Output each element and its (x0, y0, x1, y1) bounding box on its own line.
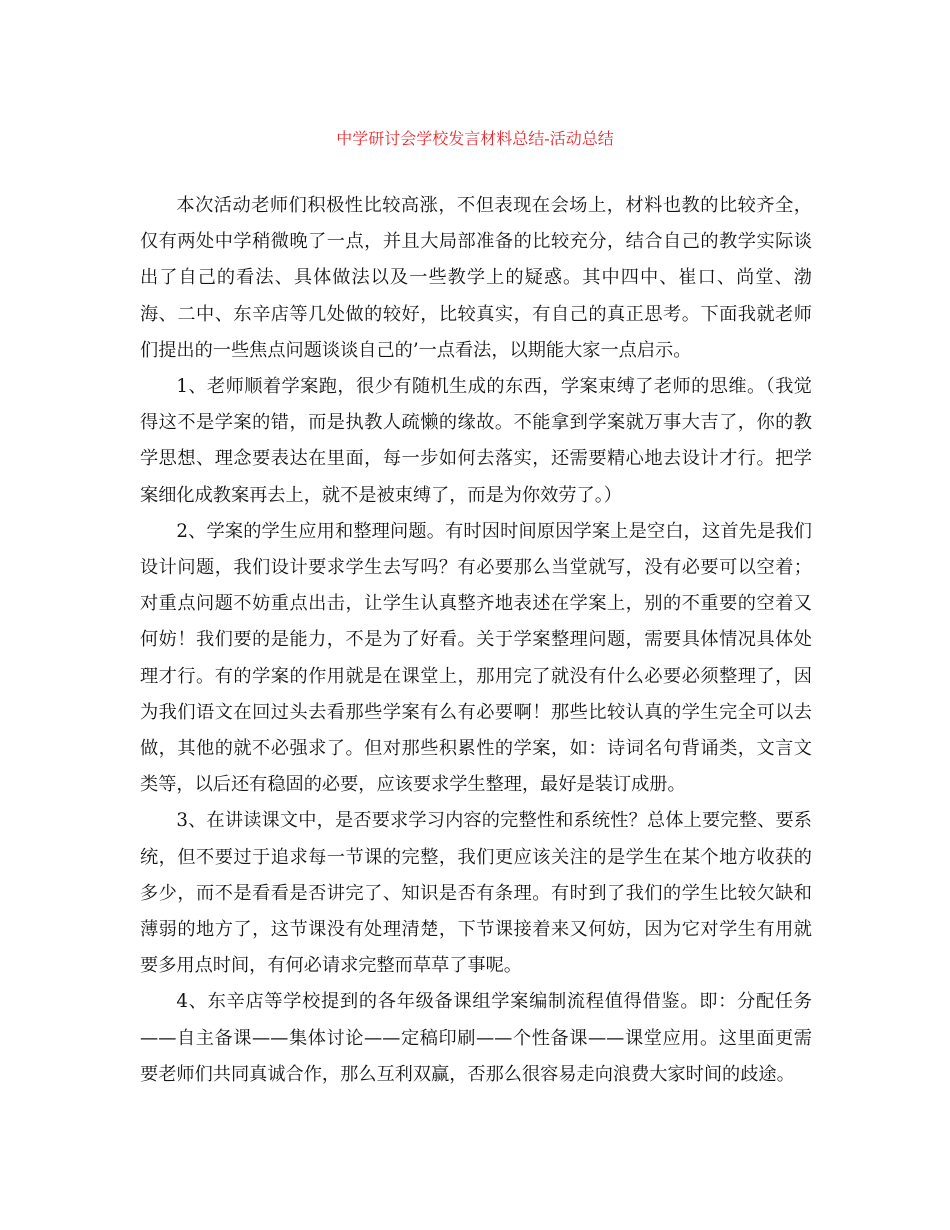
paragraph-point-3: 3、在讲读课文中，是否要求学习内容的完整性和系统性？总体上要完整、要系统，但不要过于追求每一节课的完整，我们更应该关注的是学生在某个地方收获的多少，而不是看看是否讲完了、知识是否有条理。有时到了我们的学生比较欠缺和薄弱的地方了，这节课没有处理清楚，下节课接着来又何妨，因为它对学生有用就要多用点时间，有何必请求完整而草草了事呢。 (140, 810, 812, 977)
paragraph-point-1: 1、老师顺着学案跑，很少有随机生成的东西，学案束缚了老师的思维。（我觉得这不是学案的错，而是执教人疏懒的缘故。不能拿到学案就万事大吉了，你的教学思想、理念要表达在里面，每一步如何去落实，还需要精心地去设计才行。把学案细化成教案再去上，就不是被束缚了，而是为你效劳了。） (140, 376, 812, 506)
document-title: 中学研讨会学校发言材料总结-活动总结 (336, 129, 614, 148)
document-body (140, 188, 812, 1093)
paragraph-point-2: 2、学案的学生应用和整理问题。有时因时间原因学案上是空白，这首先是我们设计问题，我们设计要求学生去写吗？有必要那么当堂就写，没有必要可以空着；对重点问题不妨重点出击，让学生认真整齐地表述在学案上，别的不重要的空着又何妨！我们要的是能力，不是为了好看。关于学案整理问题，需要具体情况具体处理才行。有的学案的作用就是在课堂上，那用完了就没有什么必要必须整理了，因为我们语文在回过头去看那些学案有么有必要啊！那些比较认真的学生完全可以去做，其他的就不必强求了。但对那些积累性的学案，如：诗词名句背诵类，文言文类等，以后还有稳固的必要，应该要求学生整理，最好是装订成册。 (140, 520, 812, 796)
paragraph-intro: 本次活动老师们积极性比较高涨，不但表现在会场上，材料也教的比较齐全，仅有两处中学稍微晚了一点，并且大局部准备的比较充分，结合自己的教学实际谈出了自己的看法、具体做法以及一些教学上的疑惑。其中四中、崔口、尚堂、渤海、二中、东辛店等几处做的较好，比较真实，有自己的真正思考。下面我就老师们提出的一些焦点问题谈谈自己的’一点看法，以期能大家一点启示。 (140, 195, 812, 361)
paragraph-point-4: 4、东辛店等学校提到的各年级备课组学案编制流程值得借鉴。即：分配任务——自主备课——集体讨论——定稿印刷——个性备课——课堂应用。这里面更需要老师们共同真诚合作，那么互利双赢，否那么很容易走向浪费大家时间的歧途。 (140, 991, 812, 1085)
